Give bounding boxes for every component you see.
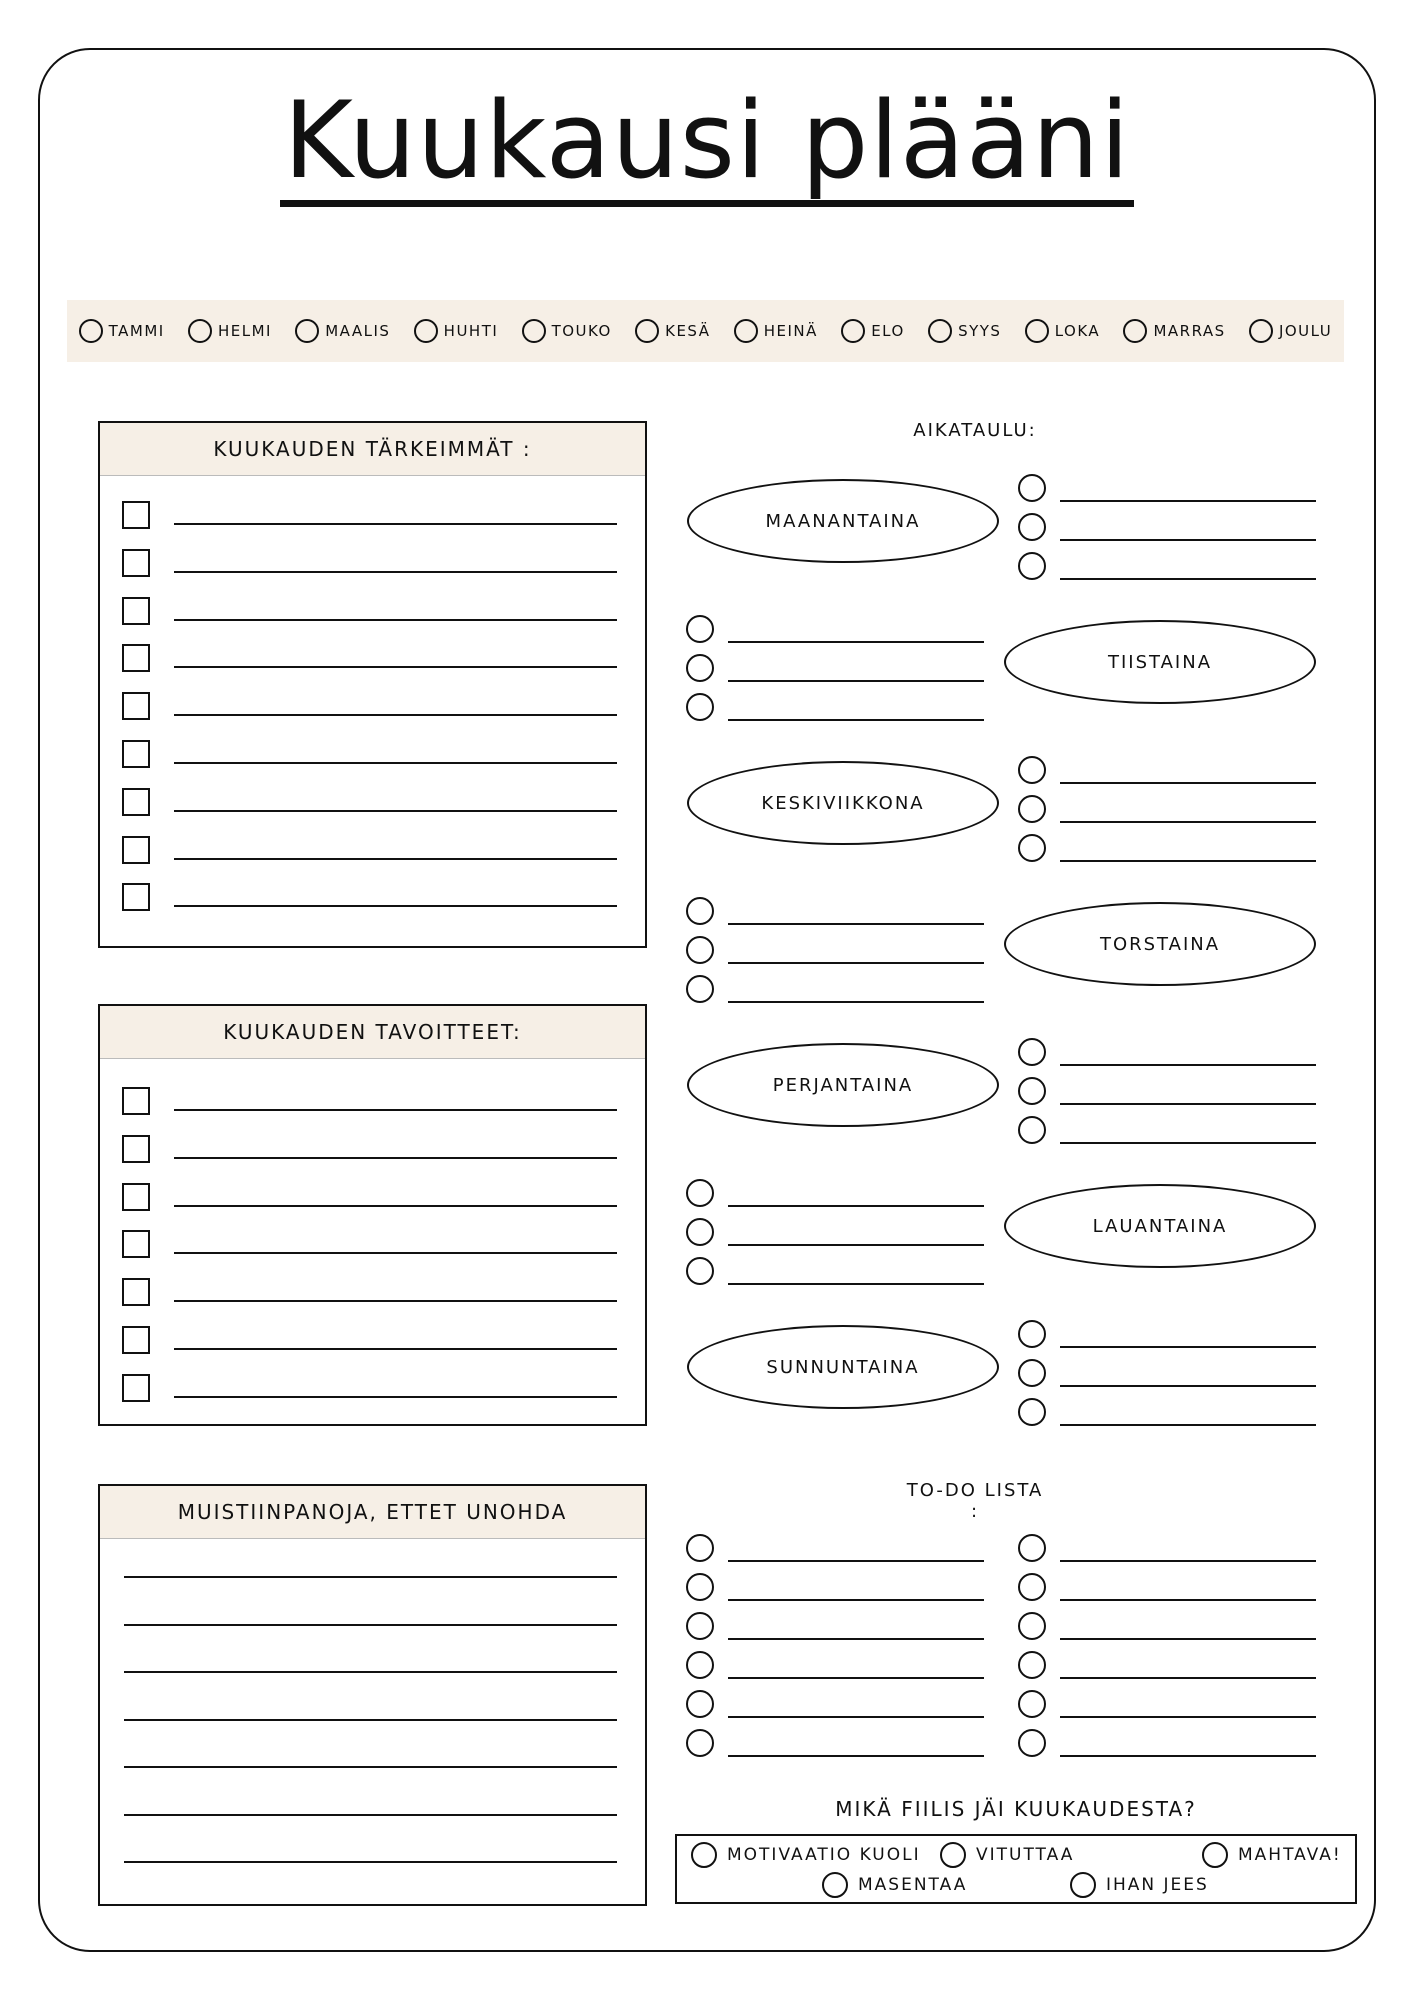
month-option[interactable]: [295, 319, 390, 343]
day-oval-torstaina: [1004, 902, 1316, 986]
bullet-circle[interactable]: [686, 1729, 714, 1757]
month-label: KESÄ: [665, 322, 711, 340]
month-option[interactable]: [1025, 319, 1100, 343]
checkbox[interactable]: [122, 644, 150, 672]
checkbox[interactable]: [122, 836, 150, 864]
bullet-circle[interactable]: [686, 1573, 714, 1601]
radio-circle-icon: [79, 319, 103, 343]
write-line[interactable]: [1060, 1346, 1316, 1348]
bullet-circle[interactable]: [1018, 1038, 1046, 1066]
write-line[interactable]: [174, 1109, 617, 1111]
bullet-circle[interactable]: [686, 1612, 714, 1640]
write-line[interactable]: [174, 523, 617, 525]
bullet-circle[interactable]: [1018, 1359, 1046, 1387]
write-line[interactable]: [1060, 1424, 1316, 1426]
checkbox[interactable]: [122, 501, 150, 529]
radio-circle-icon: [1025, 319, 1049, 343]
page-title: Kuukausi plääni: [0, 88, 1414, 207]
priorities-heading: KUUKAUDEN TÄRKEIMMÄT :: [100, 423, 645, 476]
priorities-section: [98, 421, 647, 948]
month-label: LOKA: [1054, 322, 1101, 340]
radio-circle-icon: [188, 319, 212, 343]
bullet-circle[interactable]: [686, 1179, 714, 1207]
bullet-circle[interactable]: [686, 693, 714, 721]
radio-circle-icon: [414, 319, 438, 343]
checkbox[interactable]: [122, 883, 150, 911]
bullet-circle[interactable]: [1018, 1729, 1046, 1757]
radio-circle-icon: [691, 1842, 717, 1868]
month-label: SYYS: [958, 322, 1002, 340]
write-line[interactable]: [124, 1861, 617, 1863]
month-label: TOUKO: [551, 322, 612, 340]
bullet-circle[interactable]: [1018, 1398, 1046, 1426]
day-oval-perjantaina: [687, 1043, 999, 1127]
day-label: LAUANTAINA: [1092, 1215, 1228, 1237]
write-line[interactable]: [728, 962, 984, 964]
bullet-circle[interactable]: [1018, 756, 1046, 784]
checkbox[interactable]: [122, 692, 150, 720]
bullet-circle[interactable]: [1018, 1612, 1046, 1640]
radio-circle-icon: [1202, 1842, 1228, 1868]
day-oval-lauantaina: [1004, 1184, 1316, 1268]
radio-circle-icon: [1249, 319, 1273, 343]
checkbox[interactable]: [122, 740, 150, 768]
month-label: HEINÄ: [763, 322, 818, 340]
bullet-circle[interactable]: [1018, 1534, 1046, 1562]
checkbox[interactable]: [122, 1374, 150, 1402]
write-line[interactable]: [124, 1671, 617, 1673]
bullet-circle[interactable]: [1018, 795, 1046, 823]
bullet-circle[interactable]: [686, 1257, 714, 1285]
write-line[interactable]: [174, 666, 617, 668]
month-option[interactable]: [79, 319, 165, 343]
write-line[interactable]: [174, 1300, 617, 1302]
write-line[interactable]: [728, 1677, 984, 1679]
write-line[interactable]: [728, 1599, 984, 1601]
month-option[interactable]: [841, 319, 905, 343]
write-line[interactable]: [1060, 1599, 1316, 1601]
mood-option-vituttaa[interactable]: [940, 1842, 1074, 1868]
radio-circle-icon: [522, 319, 546, 343]
bullet-circle[interactable]: [1018, 552, 1046, 580]
radio-circle-icon: [734, 319, 758, 343]
bullet-circle[interactable]: [1018, 474, 1046, 502]
mood-option-masentaa[interactable]: [822, 1872, 967, 1898]
write-line[interactable]: [728, 1205, 984, 1207]
radio-circle-icon: [295, 319, 319, 343]
mood-question: MIKÄ FIILIS JÄI KUUKAUDESTA?: [835, 1797, 1197, 1821]
write-line[interactable]: [1060, 1677, 1316, 1679]
month-label: JOULU: [1278, 322, 1333, 340]
write-line[interactable]: [174, 619, 617, 621]
day-oval-maanantaina: [687, 479, 999, 563]
month-selector: [67, 300, 1344, 362]
goals-section: [98, 1004, 647, 1426]
checkbox[interactable]: [122, 1230, 150, 1258]
write-line[interactable]: [1060, 1385, 1316, 1387]
bullet-circle[interactable]: [686, 1690, 714, 1718]
month-option[interactable]: [1249, 319, 1332, 343]
write-line[interactable]: [174, 714, 617, 716]
write-line[interactable]: [124, 1576, 617, 1578]
radio-circle-icon: [1123, 319, 1147, 343]
write-line[interactable]: [174, 1252, 617, 1254]
checkbox[interactable]: [122, 788, 150, 816]
radio-circle-icon: [841, 319, 865, 343]
write-line[interactable]: [728, 923, 984, 925]
month-option[interactable]: [522, 319, 612, 343]
write-line[interactable]: [174, 1348, 617, 1350]
write-line[interactable]: [174, 762, 617, 764]
month-label: TAMMI: [108, 322, 165, 340]
bullet-circle[interactable]: [686, 975, 714, 1003]
write-line[interactable]: [728, 1716, 984, 1718]
write-line[interactable]: [728, 641, 984, 643]
write-line[interactable]: [1060, 578, 1316, 580]
mood-option-label: IHAN JEES: [1106, 1875, 1209, 1895]
bullet-circle[interactable]: [686, 1651, 714, 1679]
month-option[interactable]: [414, 319, 499, 343]
radio-circle-icon: [1070, 1872, 1096, 1898]
write-line[interactable]: [728, 1638, 984, 1640]
write-line[interactable]: [174, 1157, 617, 1159]
mood-option-mahtava[interactable]: [1202, 1842, 1342, 1868]
write-line[interactable]: [728, 1001, 984, 1003]
write-line[interactable]: [124, 1624, 617, 1626]
radio-circle-icon: [822, 1872, 848, 1898]
month-label: ELO: [871, 322, 905, 340]
day-label: SUNNUNTAINA: [766, 1356, 920, 1378]
bullet-circle[interactable]: [1018, 1651, 1046, 1679]
bullet-circle[interactable]: [1018, 1573, 1046, 1601]
radio-circle-icon: [635, 319, 659, 343]
day-oval-sunnuntaina: [687, 1325, 999, 1409]
write-line[interactable]: [728, 1560, 984, 1562]
radio-circle-icon: [928, 319, 952, 343]
checkbox[interactable]: [122, 1278, 150, 1306]
bullet-circle[interactable]: [686, 615, 714, 643]
write-line[interactable]: [174, 571, 617, 573]
month-option[interactable]: [734, 319, 818, 343]
write-line[interactable]: [1060, 500, 1316, 502]
bullet-circle[interactable]: [686, 1218, 714, 1246]
bullet-circle[interactable]: [1018, 834, 1046, 862]
checkbox[interactable]: [122, 1326, 150, 1354]
mood-option-motivaatio[interactable]: [691, 1842, 921, 1868]
mood-option-ihan-jees[interactable]: [1070, 1872, 1209, 1898]
bullet-circle[interactable]: [1018, 1116, 1046, 1144]
day-oval-keskiviikkona: [687, 761, 999, 845]
checkbox[interactable]: [122, 1183, 150, 1211]
day-label: TORSTAINA: [1099, 933, 1221, 955]
radio-circle-icon: [940, 1842, 966, 1868]
write-line[interactable]: [174, 1205, 617, 1207]
bullet-circle[interactable]: [1018, 1690, 1046, 1718]
checkbox[interactable]: [122, 1135, 150, 1163]
write-line[interactable]: [1060, 1638, 1316, 1640]
bullet-circle[interactable]: [1018, 513, 1046, 541]
checkbox[interactable]: [122, 549, 150, 577]
write-line[interactable]: [174, 858, 617, 860]
notes-section: [98, 1484, 647, 1906]
write-line[interactable]: [1060, 1103, 1316, 1105]
bullet-circle[interactable]: [686, 1534, 714, 1562]
day-label: PERJANTAINA: [772, 1074, 914, 1096]
month-option[interactable]: [188, 319, 272, 343]
day-label: TIISTAINA: [1107, 651, 1213, 673]
bullet-circle[interactable]: [686, 936, 714, 964]
write-line[interactable]: [1060, 1560, 1316, 1562]
month-label: HELMI: [217, 322, 272, 340]
todo-heading: TO-DO LISTA :: [906, 1480, 1044, 1522]
write-line[interactable]: [1060, 782, 1316, 784]
day-oval-tiistaina: [1004, 620, 1316, 704]
checkbox[interactable]: [122, 1087, 150, 1115]
notes-heading: MUISTIINPANOJA, ETTET UNOHDA: [100, 1486, 645, 1539]
bullet-circle[interactable]: [1018, 1320, 1046, 1348]
mood-option-label: MASENTAA: [858, 1875, 968, 1895]
month-option[interactable]: [928, 319, 1001, 343]
goals-heading: KUUKAUDEN TAVOITTEET:: [100, 1006, 645, 1059]
month-label: HUHTI: [443, 322, 499, 340]
write-line[interactable]: [728, 680, 984, 682]
write-line[interactable]: [174, 1396, 617, 1398]
mood-option-label: MOTIVAATIO KUOLI: [727, 1845, 921, 1865]
bullet-circle[interactable]: [686, 897, 714, 925]
write-line[interactable]: [1060, 821, 1316, 823]
month-option[interactable]: [1123, 319, 1225, 343]
bullet-circle[interactable]: [686, 654, 714, 682]
month-label: MAALIS: [325, 322, 391, 340]
schedule-heading: AIKATAULU:: [913, 420, 1037, 441]
write-line[interactable]: [174, 905, 617, 907]
mood-option-label: MAHTAVA!: [1238, 1845, 1342, 1865]
day-label: KESKIVIIKKONA: [761, 792, 925, 814]
mood-option-label: VITUTTAA: [976, 1845, 1075, 1865]
write-line[interactable]: [728, 719, 984, 721]
write-line[interactable]: [174, 810, 617, 812]
write-line[interactable]: [1060, 539, 1316, 541]
mood-box: [675, 1834, 1357, 1904]
bullet-circle[interactable]: [1018, 1077, 1046, 1105]
checkbox[interactable]: [122, 597, 150, 625]
write-line[interactable]: [124, 1719, 617, 1721]
write-line[interactable]: [728, 1283, 984, 1285]
write-line[interactable]: [1060, 1716, 1316, 1718]
month-option[interactable]: [635, 319, 710, 343]
write-line[interactable]: [124, 1814, 617, 1816]
write-line[interactable]: [1060, 1064, 1316, 1066]
write-line[interactable]: [124, 1766, 617, 1768]
write-line[interactable]: [1060, 860, 1316, 862]
write-line[interactable]: [1060, 1142, 1316, 1144]
write-line[interactable]: [1060, 1755, 1316, 1757]
month-label: MARRAS: [1153, 322, 1226, 340]
write-line[interactable]: [728, 1244, 984, 1246]
day-label: MAANANTAINA: [765, 510, 921, 532]
write-line[interactable]: [728, 1755, 984, 1757]
